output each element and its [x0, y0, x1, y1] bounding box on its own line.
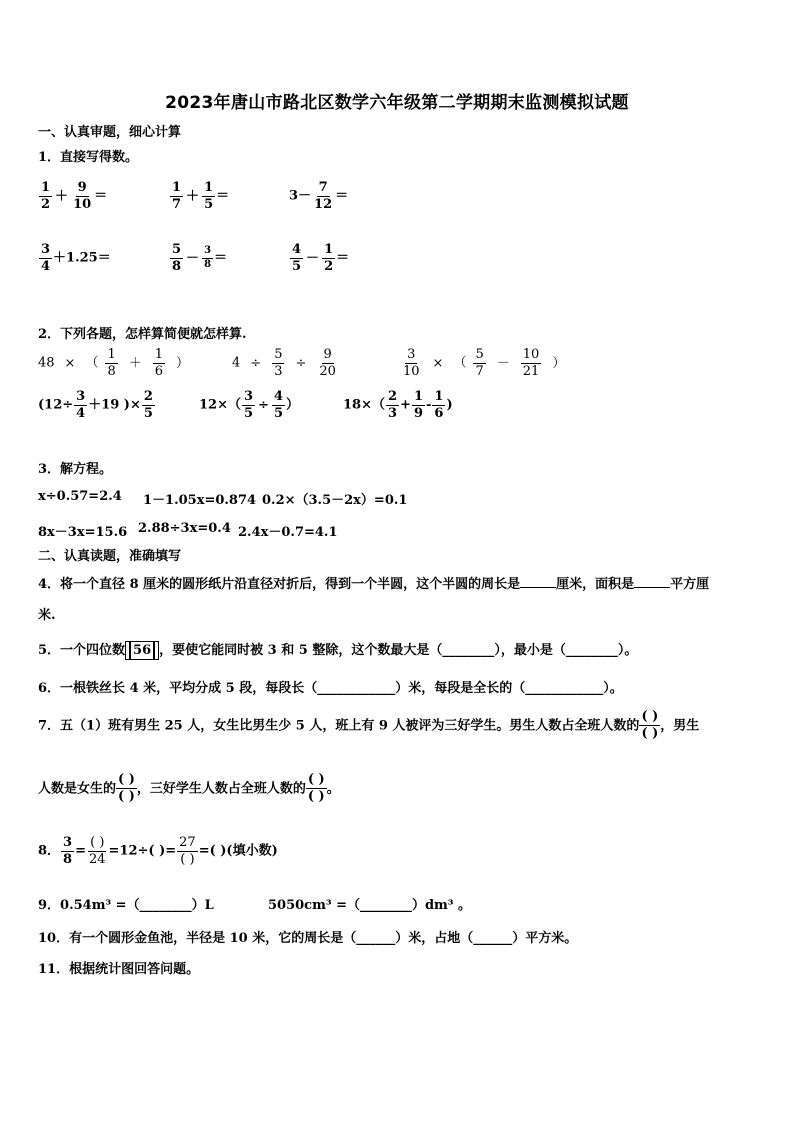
question-9-part-b: 5050cm³ =（________）dm³ 。 [268, 898, 472, 913]
q3-equation-5: 2.88÷3x=0.4 [138, 521, 231, 536]
question-11: 11．根据统计图回答问题。 [38, 962, 200, 977]
q1-expression-4: $\frac{3}{4}$ ＋1.25＝ [41, 242, 111, 274]
q7-blank-fraction-2[interactable]: $\frac{( )}{( )}$ [118, 772, 135, 805]
page-title: 2023年唐山市路北区数学六年级第二学期期末监测模拟试题 [165, 93, 629, 113]
q3-equation-1: x÷0.57=2.4 [38, 489, 122, 504]
q1-expression-5: $\frac{5}{8}$ － $\frac{3}{8}$ ＝ [172, 242, 228, 274]
section-heading-2: 二、认真读题，准确填写 [38, 549, 182, 564]
question-7: 7．五（1）班有男生 25 人，女生比男生少 5 人，班上有 9 人被评为三好学生。男生人数占全班人数的 $\frac{( )}{( )}$ ，男生 [38, 709, 700, 742]
question-3-label: 3．解方程。 [38, 462, 113, 477]
q2-expression-1: 48 × （ $\frac{1}{8}$ ＋ $\frac{1}{6}$ ） [38, 347, 190, 379]
question-8: 8． $\frac{3}{8}$ = $\frac{( )}{24}$ =12÷( )= $\frac{27}{( )}$ =( )(填小数) [38, 835, 278, 867]
question-9-part-a: 9．0.54m³ =（________）L [38, 898, 214, 913]
question-4: 4．将一个直径 8 厘米的圆形纸片沿直径对折后，得到一个半圆，这个半圆的周长是 厘米，面积是 平方厘 [38, 577, 710, 592]
q3-equation-4: 8x－3x=15.6 [38, 525, 128, 540]
q1-expression-3: 3－ $\frac{7}{12}$ ＝ [289, 180, 349, 212]
q4-blank-perimeter[interactable] [520, 575, 556, 588]
q2-expression-6: 18×（ $\frac{2}{3}$ + $\frac{1}{9}$ - $\frac{1}{6}$ ) [343, 389, 453, 421]
q2-expression-5: 12×（ $\frac{3}{5}$ ÷ $\frac{4}{5}$ ） [199, 389, 299, 421]
q7-blank-fraction-3[interactable]: $\frac{( )}{( )}$ [307, 772, 325, 805]
q3-equation-3: 0.2×（3.5－2x）=0.1 [262, 493, 408, 508]
digit-box-56: 56 [130, 641, 154, 660]
question-1-label: 1．直接写得数。 [38, 150, 139, 165]
question-2-label: 2．下列各题，怎样算简便就怎样算. [38, 327, 247, 342]
q1-expression-6: $\frac{4}{5}$ － $\frac{1}{2}$ ＝ [292, 242, 350, 274]
section-heading-1: 一、认真审题，细心计算 [38, 125, 182, 140]
question-5: 5．一个四位数 56 ，要使它能同时被 3 和 5 整除，这个数最大是（________），最小是（________）。 [38, 643, 638, 658]
q3-equation-6: 2.4x－0.7=4.1 [238, 525, 338, 540]
q1-expression-2: $\frac{1}{7}$ ＋ $\frac{1}{5}$ ＝ [172, 180, 230, 212]
q1-expression-1: $\frac{1}{2}$ ＋ $\frac{9}{10}$ ＝ [41, 180, 108, 212]
q4-blank-area[interactable] [634, 575, 670, 588]
q7-blank-fraction-1[interactable]: $\frac{( )}{( )}$ [641, 709, 659, 742]
q2-expression-4: (12÷ $\frac{3}{4}$ ＋19 )× $\frac{2}{5}$ [38, 389, 153, 421]
question-7-continued: 人数是女生的 $\frac{( )}{( )}$ ，三好学生人数占全班人数的 $\frac{( )}{( )}$ 。 [38, 772, 340, 805]
question-6: 6．一根铁丝长 4 米，平均分成 5 段，每段长（____________）米，每段是全长的（____________）。 [38, 681, 623, 696]
q2-expression-3: $\frac{3}{10}$ × （ $\frac{5}{7}$ － $\frac{10}{21}$ ） [403, 347, 566, 379]
q2-expression-2: 4 ÷ $\frac{5}{3}$ ÷ $\frac{9}{20}$ [232, 347, 336, 379]
q3-equation-2: 1－1.05x=0.874 [143, 493, 257, 508]
question-10: 10．有一个圆形金鱼池，半径是 10 米，它的周长是（______）米，占地（______）平方米。 [38, 931, 578, 946]
question-4-continued: 米. [38, 608, 56, 623]
